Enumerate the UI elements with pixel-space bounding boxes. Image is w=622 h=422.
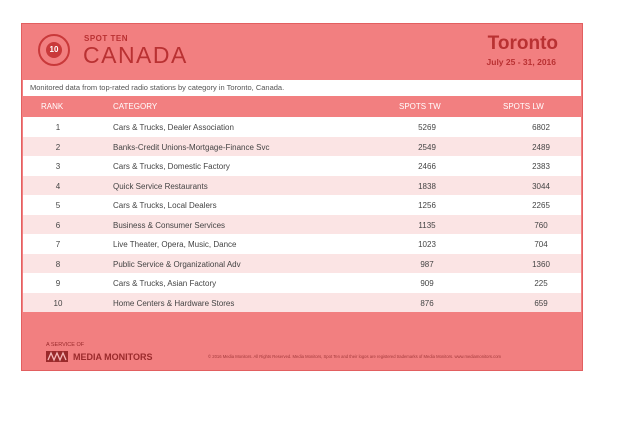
category-cell: Cars & Trucks, Local Dealers [113,201,217,210]
spots-tw-cell: 1838 [418,181,436,191]
category-cell: Business & Consumer Services [113,220,226,230]
badge-number: 10 [46,42,62,58]
spots-tw-cell: 2466 [418,162,436,171]
spots-lw-cell: 704 [534,240,548,249]
spots-tw-cell: 987 [420,259,434,269]
rank-cell: 8 [55,259,61,269]
table-header [22,98,582,116]
table-row [23,117,581,137]
header-category: CATEGORY [113,102,158,111]
spots-lw-cell: 760 [534,220,548,230]
media-monitors-logo-icon [46,351,68,362]
category-cell: Cars & Trucks, Asian Factory [113,279,217,288]
rank-cell: 5 [55,201,61,210]
service-label: A SERVICE OF [46,342,85,348]
spots-tw-cell: 876 [420,298,434,308]
report-header [22,24,582,78]
market-city: Toronto [487,33,558,54]
rank-cell: 10 [53,298,63,308]
table-row [23,293,581,313]
spots-tw-cell: 1256 [418,201,436,210]
brand-country: CANADA [83,42,188,68]
spots-lw-cell: 2383 [532,162,550,171]
category-cell: Quick Service Restaurants [113,181,208,191]
spots-lw-cell: 225 [534,279,548,288]
spots-lw-cell: 6802 [532,123,550,132]
category-cell: Live Theater, Opera, Music, Dance [113,240,237,249]
header-spots-lw: SPOTS LW [503,102,544,111]
category-cell: Banks-Credit Unions-Mortgage-Finance Svc [113,142,270,152]
table-row [23,137,581,157]
report-footer [22,332,582,370]
spots-lw-cell: 3044 [532,181,550,191]
category-cell: Public Service & Organizational Adv [113,259,241,269]
table-row [23,215,581,235]
spot-ten-card [21,23,583,371]
table-row [23,254,581,274]
spots-tw-cell: 1135 [418,220,436,230]
table-row [23,176,581,196]
category-cell: Cars & Trucks, Domestic Factory [113,162,230,171]
spots-tw-cell: 909 [420,279,434,288]
header-rank: RANK [41,102,64,111]
ranking-table [23,117,581,312]
rank-cell: 4 [55,181,61,191]
category-cell: Cars & Trucks, Dealer Association [113,123,234,132]
spots-tw-cell: 5269 [418,123,436,132]
spots-lw-cell: 1360 [532,259,550,269]
spots-tw-cell: 2549 [418,142,436,152]
spot-ten-badge-icon [38,34,70,66]
spots-lw-cell: 659 [534,298,548,308]
table-row [23,156,581,176]
report-dates: July 25 - 31, 2016 [486,57,556,67]
company-name: MEDIA MONITORS [73,352,153,362]
spots-lw-cell: 2489 [532,142,550,152]
table-row [23,273,581,293]
copyright-text: © 2016 Media Monitors. All Rights Reserved. Media Monitors, Spot Ten and their logos are registered trademarks of Media Monitors. www.mediamonitors.com [208,354,502,359]
rank-cell: 9 [55,279,61,288]
rank-cell: 6 [55,220,61,230]
rank-cell: 7 [55,240,61,249]
rank-cell: 1 [55,123,61,132]
report-description: Monitored data from top-rated radio stations by category in Toronto, Canada. [23,80,581,96]
brand-title: SPOT TEN [84,34,129,43]
header-spots-tw: SPOTS TW [399,102,441,111]
spots-tw-cell: 1023 [418,240,436,249]
rank-cell: 2 [55,142,61,152]
spots-lw-cell: 2265 [532,201,550,210]
rank-cell: 3 [55,162,61,171]
table-row [23,195,581,215]
category-cell: Home Centers & Hardware Stores [113,298,235,308]
table-row [23,234,581,254]
